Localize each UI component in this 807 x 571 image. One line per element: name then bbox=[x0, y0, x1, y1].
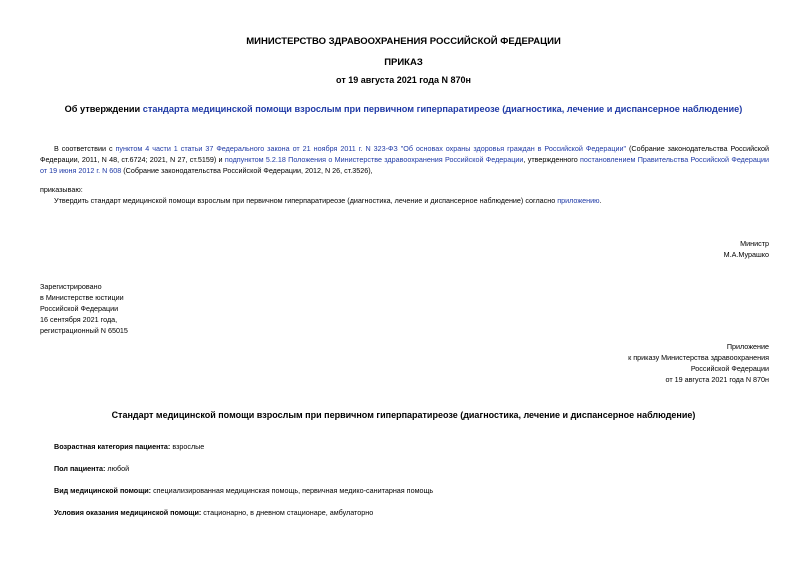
appendix-line-1: Приложение bbox=[726, 342, 769, 351]
field-value: любой bbox=[105, 464, 130, 473]
registration-line-2: в Министерстве юстиции bbox=[40, 293, 124, 302]
standard-title: Стандарт медицинской помощи взрослым при первичном гиперпаратиреозе (диагностика, лечение и диспансерное наблюдение) bbox=[111, 410, 696, 420]
signature-name: М.А.Мурашко bbox=[723, 250, 769, 259]
signature-position: Министр bbox=[740, 239, 769, 248]
registration-line-1: Зарегистрировано bbox=[40, 282, 102, 291]
order-word: приказываю: bbox=[40, 185, 83, 194]
appendix-line-4: от 19 августа 2021 года N 870н bbox=[665, 375, 769, 384]
order-date-number: от 19 августа 2021 года N 870н bbox=[336, 75, 471, 85]
field-age-category bbox=[54, 442, 204, 451]
order-title bbox=[0, 104, 807, 114]
signature-block bbox=[724, 238, 769, 260]
order-type-heading: ПРИКАЗ bbox=[384, 57, 423, 68]
appendix-line-3: Российской Федерации bbox=[690, 364, 769, 373]
registration-line-5: регистрационный N 65015 bbox=[40, 326, 128, 335]
preamble-text-3: , утвержденного bbox=[523, 155, 581, 164]
approve-text: Утвердить стандарт медицинской помощи взрослым при первичном гиперпаратиреозе (диагностика, лечение и диспансерное наблюдение) согласно bbox=[54, 196, 558, 205]
field-label: Пол пациента: bbox=[54, 464, 106, 473]
registration-line-3: Российской Федерации bbox=[40, 304, 119, 313]
registration-line-4: 16 сентября 2021 года, bbox=[40, 315, 118, 324]
field-gender bbox=[54, 464, 129, 473]
field-value: специализированная медицинская помощь, первичная медико-санитарная помощь bbox=[151, 486, 434, 495]
law-link[interactable]: пунктом 4 части 1 статьи 37 Федерального закона от 21 ноября 2011 г. N 323-ФЗ "Об основах охраны здоровья граждан в Российской Федерации" bbox=[115, 144, 627, 153]
field-care-type bbox=[54, 486, 433, 495]
preamble-text-2: (Собрание законодательства Российской Федерации, 2011, N 48, ст.6724; 2021, N 27, ст.5159) и bbox=[40, 144, 769, 164]
field-label: Возрастная категория пациента: bbox=[54, 442, 171, 451]
ministry-heading: МИНИСТЕРСТВО ЗДРАВООХРАНЕНИЯ РОССИЙСКОЙ ФЕДЕРАЦИИ bbox=[246, 36, 561, 47]
approve-end: . bbox=[599, 196, 602, 205]
resolution-link[interactable]: постановлением Правительства Российской Федерации от 19 июня 2012 г. N 608 bbox=[40, 155, 769, 175]
appendix-block bbox=[628, 341, 769, 385]
order-title-link[interactable]: стандарта медицинской помощи взрослым при первичном гиперпаратиреозе (диагностика, лечение и диспансерное наблюдение) bbox=[142, 104, 743, 114]
order-title-prefix: Об утверждении bbox=[64, 104, 143, 114]
preamble-text-4: (Собрание законодательства Российской Федерации, 2012, N 26, ст.3526), bbox=[121, 166, 373, 175]
field-label: Вид медицинской помощи: bbox=[54, 486, 152, 495]
field-value: стационарно, в дневном стационаре, амбулаторно bbox=[201, 508, 374, 517]
preamble-paragraph bbox=[40, 143, 769, 176]
registration-block bbox=[40, 281, 128, 336]
preamble-text-1: В соответствии с bbox=[54, 144, 116, 153]
field-value: взрослые bbox=[170, 442, 205, 451]
approve-paragraph bbox=[54, 196, 602, 205]
field-care-conditions bbox=[54, 508, 373, 517]
regulation-link[interactable]: подпунктом 5.2.18 Положения о Министерстве здравоохранения Российской Федерации bbox=[224, 155, 524, 164]
appendix-line-2: к приказу Министерства здравоохранения bbox=[628, 353, 769, 362]
field-label: Условия оказания медицинской помощи: bbox=[54, 508, 202, 517]
appendix-link[interactable]: приложению bbox=[557, 196, 600, 205]
